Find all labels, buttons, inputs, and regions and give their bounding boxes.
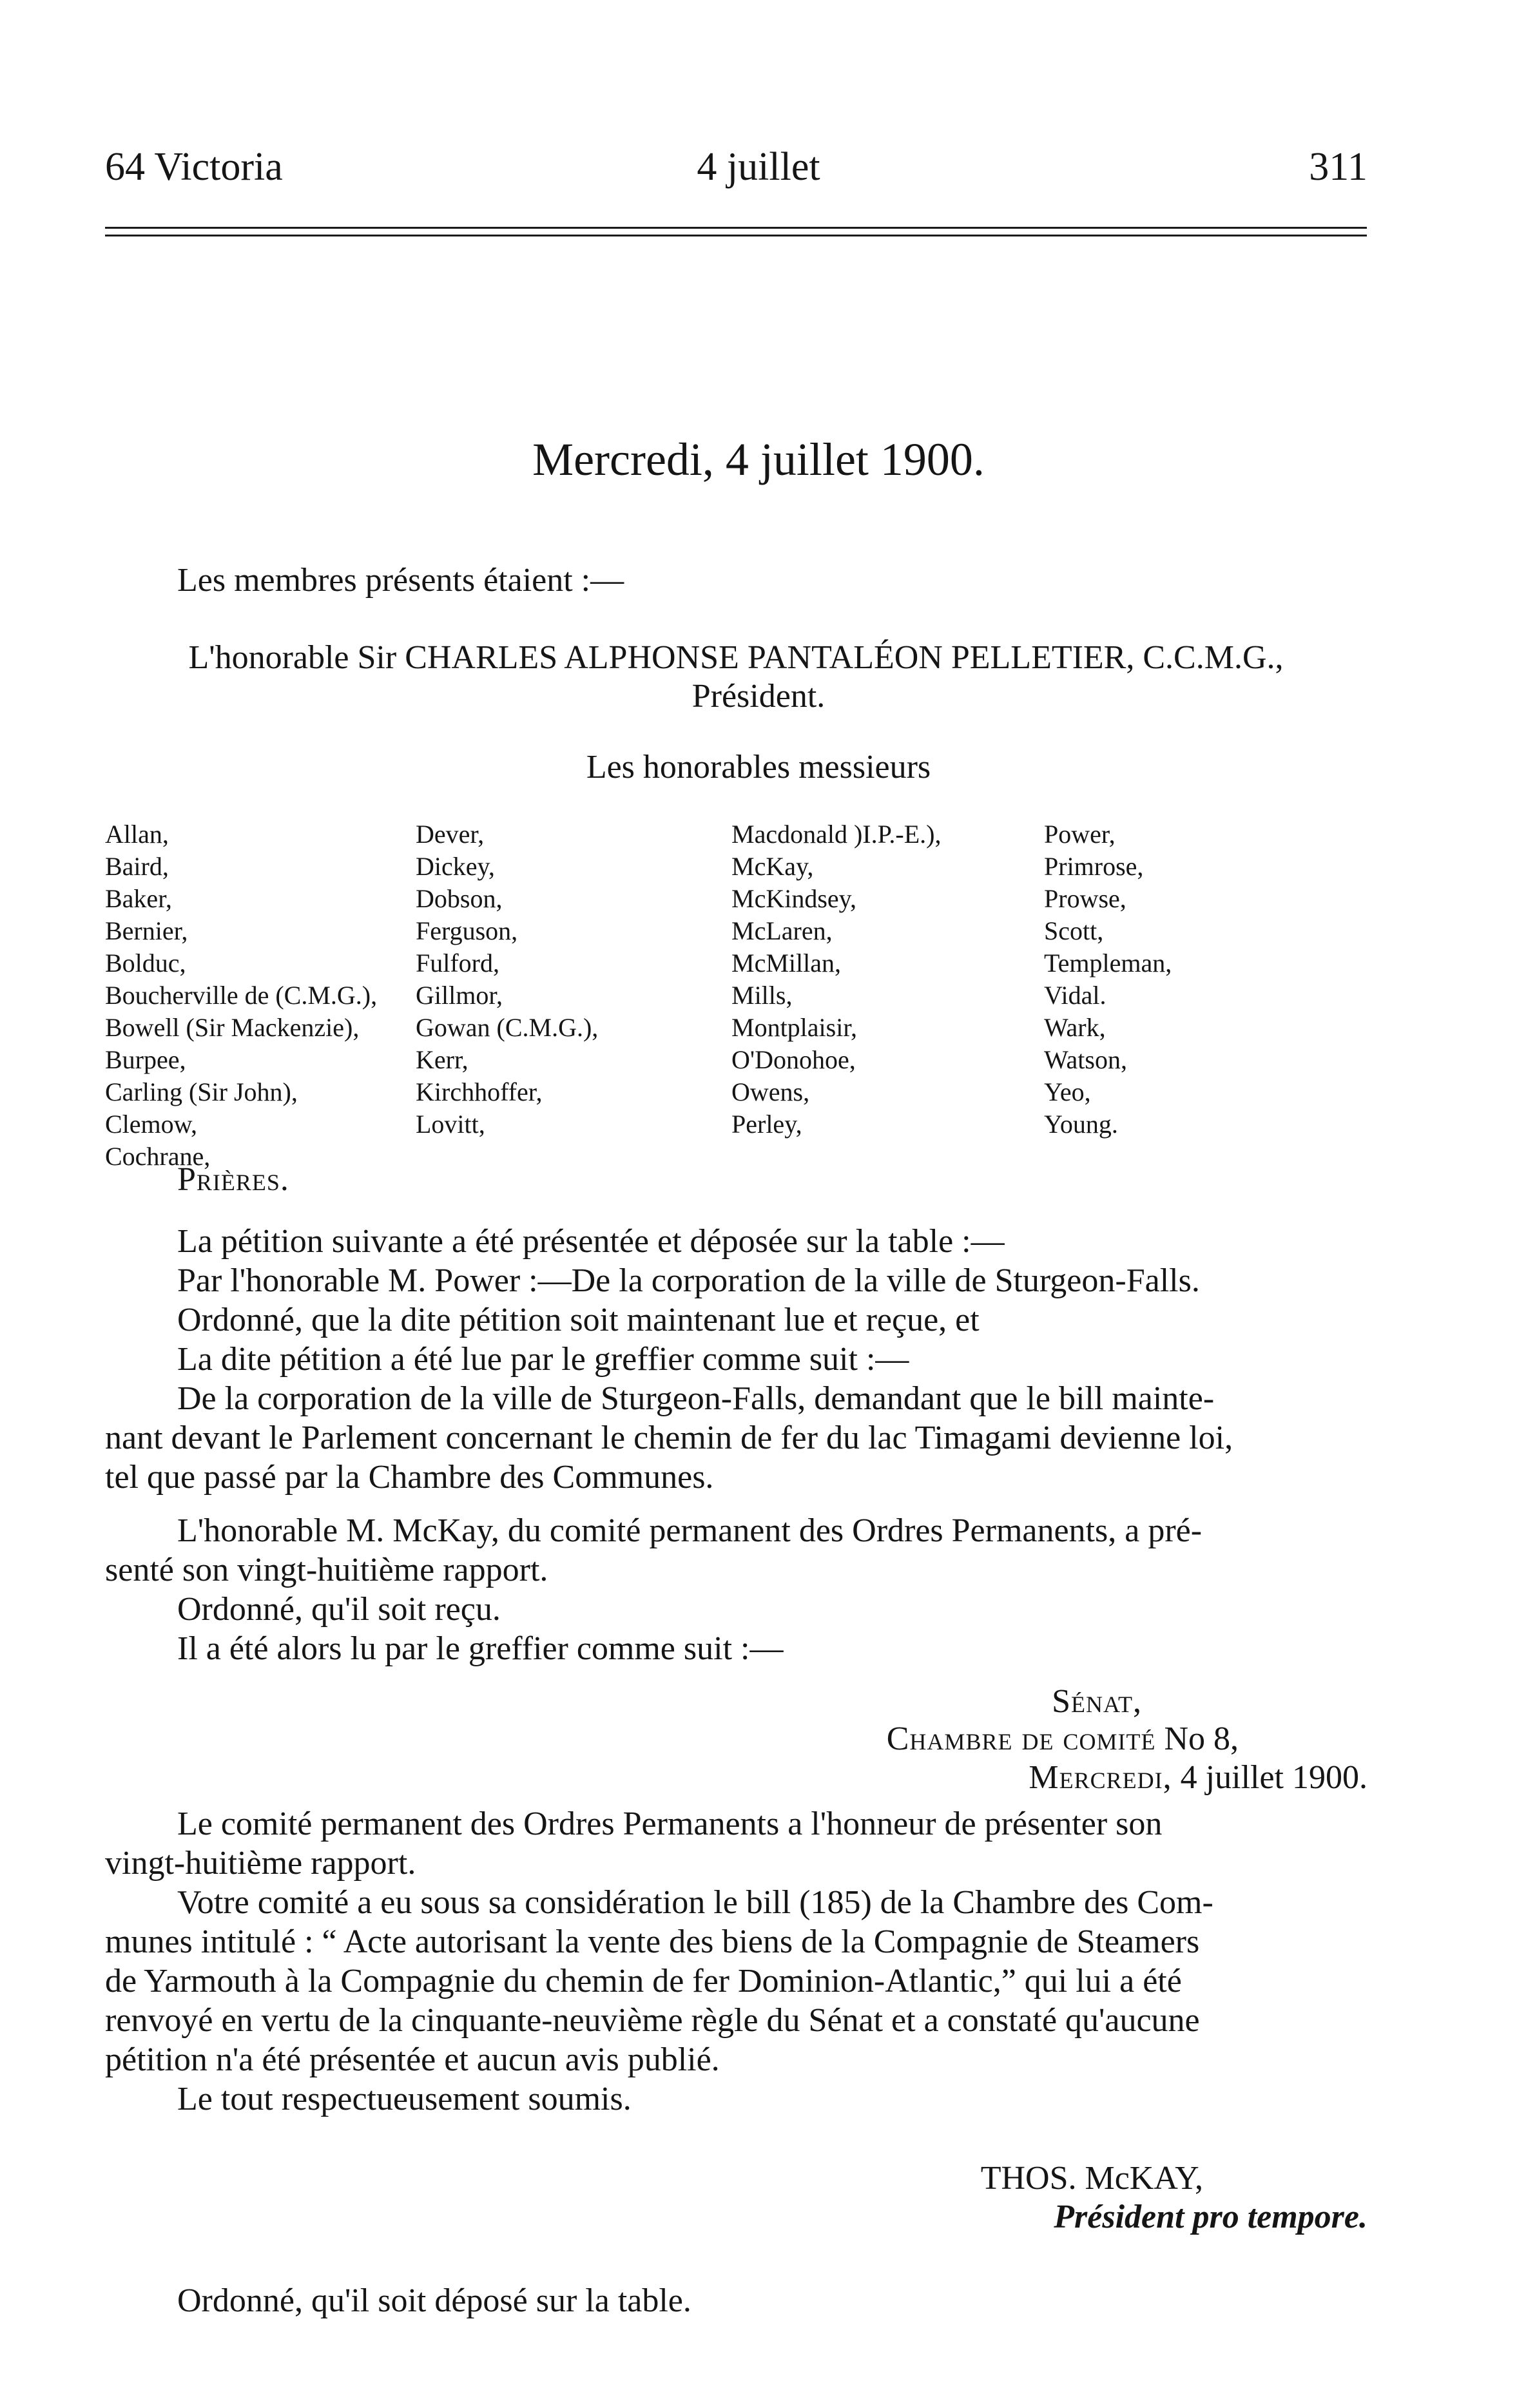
report-body-line: Le tout respectueusement soumis. [177,2081,632,2117]
petition-line: Ordonné, que la dite pétition soit maintenant lue et reçue, et [177,1302,980,1338]
senator-name: McKay, [731,852,814,881]
senator-name: Lovitt, [416,1110,485,1139]
senators-column-2 [416,818,598,1141]
report-intro-line: L'honorable M. McKay, du comité permanent des Ordres Permanents, a pré- [177,1512,1203,1549]
sitting-date-title: Mercredi, 4 juillet 1900. [532,434,985,485]
senator-name: Boucherville de (C.M.G.), [105,981,378,1010]
senators-column-4 [1044,818,1172,1141]
header-rule-top [105,227,1367,229]
report-header-chambre-label: Chambre de comité [886,1720,1156,1757]
senator-name: Owens, [731,1077,810,1106]
senator-name: Baker, [105,884,172,913]
senator-name: McMillan, [731,949,841,978]
senator-name: Dever, [416,820,485,849]
senator-name: Montplaisir, [731,1013,858,1042]
senator-name: Clemow, [105,1110,197,1139]
report-header-senat: Sénat, [1052,1683,1142,1720]
senator-name: Vidal. [1044,981,1106,1010]
senator-name: Macdonald )I.P.-E.), [731,820,942,849]
report-body-line: Le comité permanent des Ordres Permanents a l'honneur de présenter son [177,1806,1163,1842]
senator-name: O'Donohoe, [731,1045,856,1074]
president-title: Président. [691,678,826,715]
report-header-number: No 8, [1164,1720,1239,1757]
page-number: 311 [1309,145,1367,189]
report-header-date-value: 4 juillet 1900. [1180,1759,1367,1796]
senator-name: Baird, [105,852,169,881]
senator-name: Bolduc, [105,949,186,978]
report-body-line: pétition n'a été présentée et aucun avis publié. [105,2041,720,2078]
header-date: 4 juillet [697,145,820,189]
petition-line: La dite pétition a été lue par le greffier comme suit :— [177,1341,909,1378]
report-intro-line: Il a été alors lu par le greffier comme suit :— [177,1630,784,1667]
senator-name: Prowse, [1044,884,1126,913]
report-header-day: Mercredi, [1029,1759,1172,1796]
senator-name: Primrose, [1044,852,1144,881]
signature-title: Président pro tempore. [1054,2199,1367,2235]
report-body-line: Votre comité a eu sous sa considération le bill (185) de la Chambre des Com- [177,1884,1213,1921]
senator-name: Kirchhoffer, [416,1077,543,1106]
petition-line: tel que passé par la Chambre des Communes. [105,1459,714,1496]
report-body-line: renvoyé en vertu de la cinquante-neuvième règle du Sénat et a constaté qu'aucune [105,2002,1200,2039]
report-intro-line: senté son vingt-huitième rapport. [105,1552,548,1588]
senator-name: Perley, [731,1110,802,1139]
petition-line: De la corporation de la ville de Sturgeon-Falls, demandant que le bill mainte- [177,1380,1215,1417]
senator-name: Burpee, [105,1045,186,1074]
final-order: Ordonné, qu'il soit déposé sur la table. [177,2282,691,2319]
president-name: L'honorable Sir CHARLES ALPHONSE PANTALÉON PELLETIER, C.C.M.G., [188,639,1284,676]
senator-name: Scott, [1044,916,1104,945]
senator-name: Mills, [731,981,793,1010]
senator-name: McLaren, [731,916,833,945]
signature-name: THOS. McKAY, [980,2160,1203,2197]
senator-name: Dobson, [416,884,503,913]
senator-name: Wark, [1044,1013,1106,1042]
honorables-heading: Les honorables messieurs [586,749,931,785]
members-intro: Les membres présents étaient :— [177,562,624,599]
report-body-line: munes intitulé : “ Acte autorisant la vente des biens de la Compagnie de Steamers [105,1923,1200,1960]
senator-name: Power, [1044,820,1116,849]
senators-column-3 [731,818,941,1141]
senator-name: Kerr, [416,1045,469,1074]
senator-name: Bowell (Sir Mackenzie), [105,1013,360,1042]
header-volume: 64 Victoria [105,145,283,189]
senator-name: McKindsey, [731,884,857,913]
senator-name: Yeo, [1044,1077,1091,1106]
senator-name: Fulford, [416,949,499,978]
report-header-chambre [887,1719,1239,1758]
report-body-section [105,1804,1367,2119]
senator-name: Bernier, [105,916,188,945]
senator-name: Templeman, [1044,949,1172,978]
report-intro-line: Ordonné, qu'il soit reçu. [177,1591,501,1628]
senator-name: Young. [1044,1110,1118,1139]
senator-name: Gillmor, [416,981,503,1010]
prayers-heading: Prières. [177,1161,289,1198]
report-body-line: vingt-huitième rapport. [105,1845,416,1882]
senator-name: Carling (Sir John), [105,1077,298,1106]
report-body-line: de Yarmouth à la Compagnie du chemin de fer Dominion-Atlantic,” qui lui a été [105,1963,1182,1999]
petition-line: Par l'honorable M. Power :—De la corporation de la ville de Sturgeon-Falls. [177,1262,1200,1299]
senator-name: Watson, [1044,1045,1127,1074]
petition-line: La pétition suivante a été présentée et déposée sur la table :— [177,1223,1005,1260]
senator-name: Ferguson, [416,916,518,945]
report-intro-section [105,1511,1367,1668]
petition-line: nant devant le Parlement concernant le chemin de fer du lac Timagami devienne loi, [105,1420,1233,1456]
senator-name: Cochrane, [105,1142,211,1171]
report-header-date [1029,1758,1367,1797]
senators-column-1 [105,818,377,1173]
header-rule-bottom [105,235,1367,236]
senator-name: Allan, [105,820,169,849]
petition-section [105,1222,1367,1497]
senator-name: Gowan (C.M.G.), [416,1013,599,1042]
senator-name: Dickey, [416,852,495,881]
